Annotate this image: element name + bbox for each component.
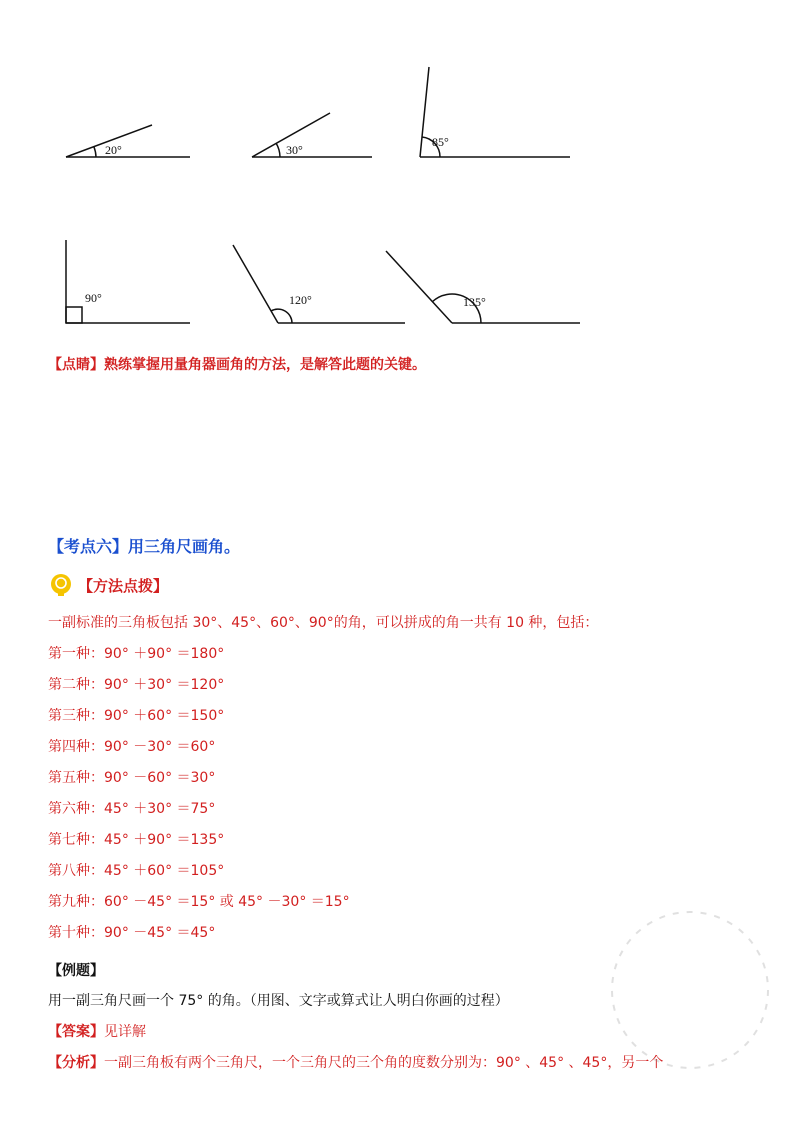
answer-text: 见详解 [104,1024,146,1040]
combo-line: 第十种：90° －45° ＝45° [48,925,216,941]
angle-diagrams [0,0,800,340]
combo-line: 第八种：45° ＋60° ＝105° [48,863,225,879]
section-tag: 【考点六】 [48,537,129,556]
angle-label: 20° [105,143,122,157]
combo-line: 第二种：90° ＋30° ＝120° [48,677,225,693]
example-question: 用一副三角尺画一个 75° 的角。（用图、文字或算式让人明白你画的过程） [48,993,509,1009]
combo-line: 第五种：90° －60° ＝30° [48,770,216,786]
method-heading [48,572,168,598]
angle-label: 30° [286,143,303,157]
tip-text: 熟练掌握用量角器画角的方法，是解答此题的关键。 [104,357,426,373]
watermark-stamp [590,880,770,1080]
answer-tag: 【答案】 [48,1024,104,1040]
angle-label: 85° [432,135,449,149]
lightbulb-icon [48,572,74,598]
answer-line [48,1021,146,1041]
angle-label: 135° [463,295,486,309]
method-tag: 【方法点拨】 [78,576,169,595]
tip-line [48,354,426,374]
intro-text: 一副标准的三角板包括 30°、45°、60°、90°的角，可以拼成的角一共有 10 种，包括： [48,615,599,631]
tip-tag: 【点睛】 [48,357,104,373]
analysis-line [48,1052,663,1072]
combo-line: 第三种：90° ＋60° ＝150° [48,708,225,724]
combo-line: 第九种：60° －45° ＝15° 或 45° －30° ＝15° [48,894,350,910]
section-title: 用三角尺画角。 [128,537,241,556]
analysis-text: 一副三角板有两个三角尺，一个三角尺的三个角的度数分别为：90° 、45° 、45°，另一个 [104,1055,664,1071]
angle-label: 120° [289,293,312,307]
combo-line: 第一种：90° ＋90° ＝180° [48,646,225,662]
section-heading [48,534,240,557]
example-tag: 【例题】 [48,963,104,979]
combo-line: 第四种：90° －30° ＝60° [48,739,216,755]
analysis-tag: 【分析】 [48,1055,104,1071]
combo-line: 第七种：45° ＋90° ＝135° [48,832,225,848]
angle-label: 90° [85,291,102,305]
combo-line: 第六种：45° ＋30° ＝75° [48,801,216,817]
